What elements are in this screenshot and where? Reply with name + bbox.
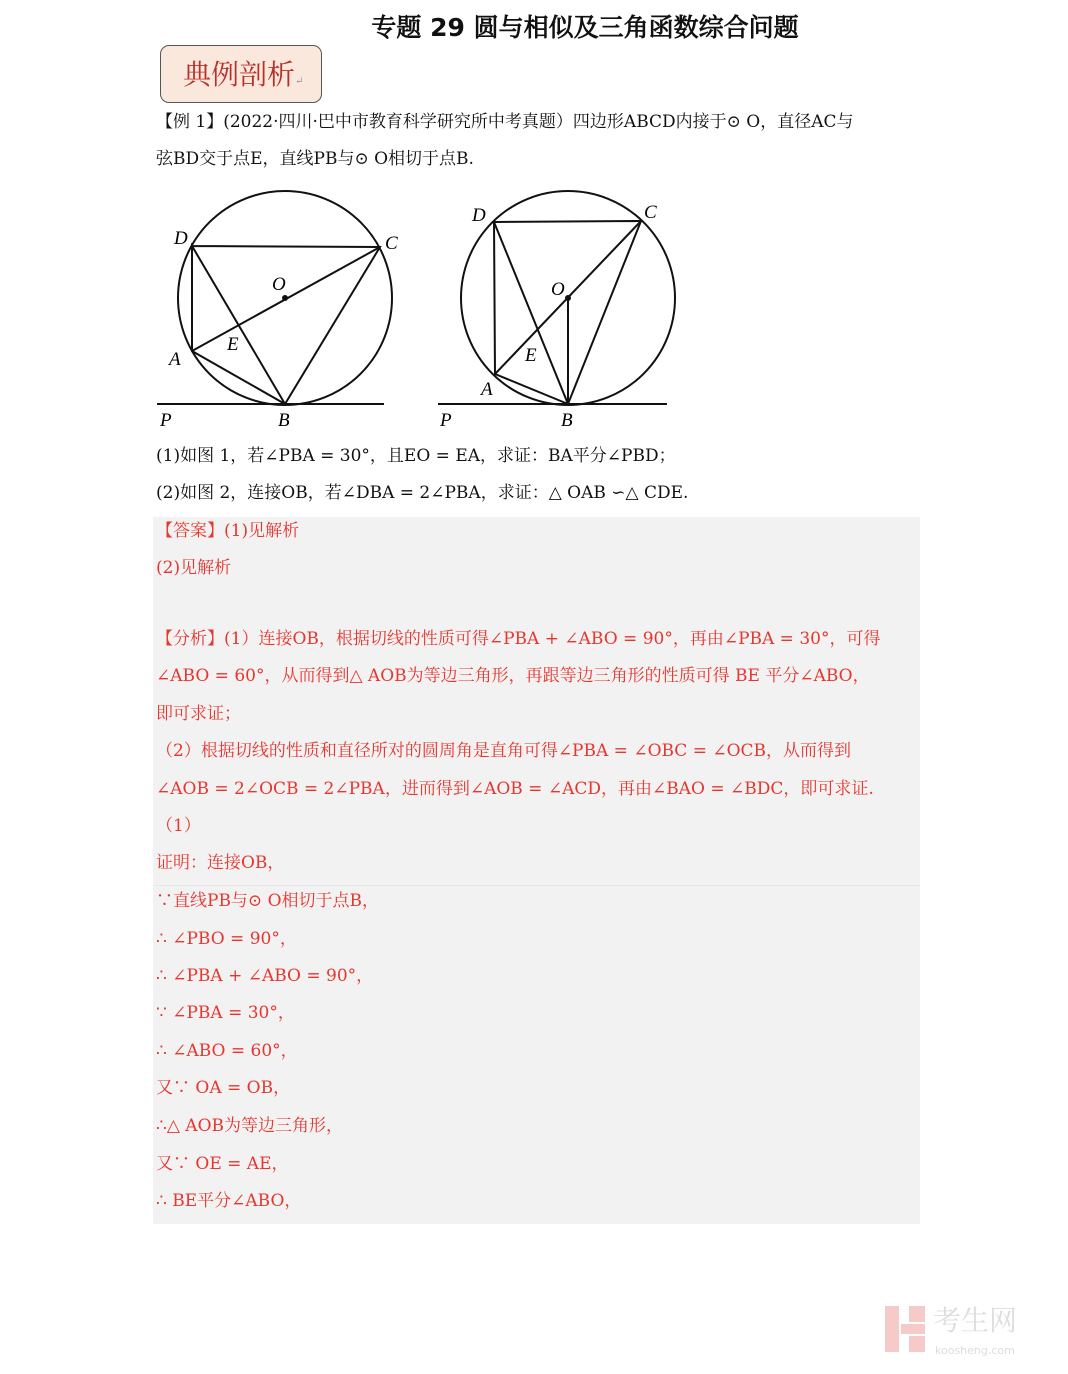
label-C: C [385,233,398,254]
label-C: C [644,202,657,223]
problem-line-1: 【例 1】(2022·四川·巴中市教育科学研究所中考真题）四边形ABCD内接于⊙ O，直径AC与 [156,112,854,132]
badge-label: 典例剖析 [183,58,296,91]
figure-2 [430,185,690,435]
answer-line: 又∵ OA = OB， [156,1078,291,1098]
label-O: O [551,279,565,300]
watermark-url: koosheng.com [935,1344,1015,1357]
answer-line: （1） [156,816,201,836]
answer-line: ∴△ AOB为等边三角形， [156,1116,343,1136]
return-mark-icon: ↵ [295,76,304,87]
label-B: B [561,410,573,431]
label-E: E [227,334,239,355]
page-title: 专题 29 圆与相似及三角函数综合问题 [371,13,799,42]
answer-line: 又∵ OE = AE， [156,1154,289,1174]
watermark-logo [885,1302,1055,1366]
question-1: (1)如图 1，若∠PBA = 30°，且EO = EA，求证：BA平分∠PBD； [156,446,676,466]
koosheng-logo-icon [885,1302,1055,1362]
label-D: D [472,205,486,226]
answer-line: ∴ ∠ABO = 60°， [156,1041,298,1061]
answer-line: ∵ ∠PBA = 30°， [156,1003,295,1023]
answer-line: 证明：连接OB， [156,853,285,873]
answer-line: ∴ ∠PBO = 90°， [156,929,297,949]
answer-line: ∵直线PB与⊙ O相切于点B， [156,891,380,911]
answer-line: (2)见解析 [156,558,232,578]
question-2: (2)如图 2，连接OB，若∠DBA = 2∠PBA，求证：△ OAB ∽△ CDE. [156,483,689,503]
answer-line: ∴ BE平分∠ABO， [156,1191,302,1211]
answer-line: 【答案】(1)见解析 [156,521,300,541]
label-B: B [278,410,290,431]
figure-1 [150,185,410,435]
label-P: P [160,410,172,431]
label-A: A [481,379,493,400]
answer-line: 【分析】(1）连接OB，根据切线的性质可得∠PBA + ∠ABO = 90°，再由∠PBA = 30°，可得 [156,629,881,649]
label-D: D [174,228,188,249]
answer-line: 即可求证； [156,704,241,724]
answer-line: ∠ABO = 60°，从而得到△ AOB为等边三角形，再跟等边三角形的性质可得 BE 平分∠ABO， [156,666,870,686]
label-P: P [440,410,452,431]
label-E: E [525,345,537,366]
answer-line: ∠AOB = 2∠OCB = 2∠PBA，进而得到∠AOB = ∠ACD，再由∠BAO = ∠BDC，即可求证. [156,779,874,799]
section-badge [160,45,322,103]
watermark-brand: 考生网 [933,1304,1018,1337]
answer-line: ∴ ∠PBA + ∠ABO = 90°， [156,966,374,986]
answer-line: （2）根据切线的性质和直径所对的圆周角是直角可得∠PBA = ∠OBC = ∠OCB，从而得到 [156,741,852,761]
label-O: O [272,274,286,295]
label-A: A [169,349,181,370]
problem-line-2: 弦BD交于点E，直线PB与⊙ O相切于点B. [156,149,474,169]
divider [153,885,920,886]
